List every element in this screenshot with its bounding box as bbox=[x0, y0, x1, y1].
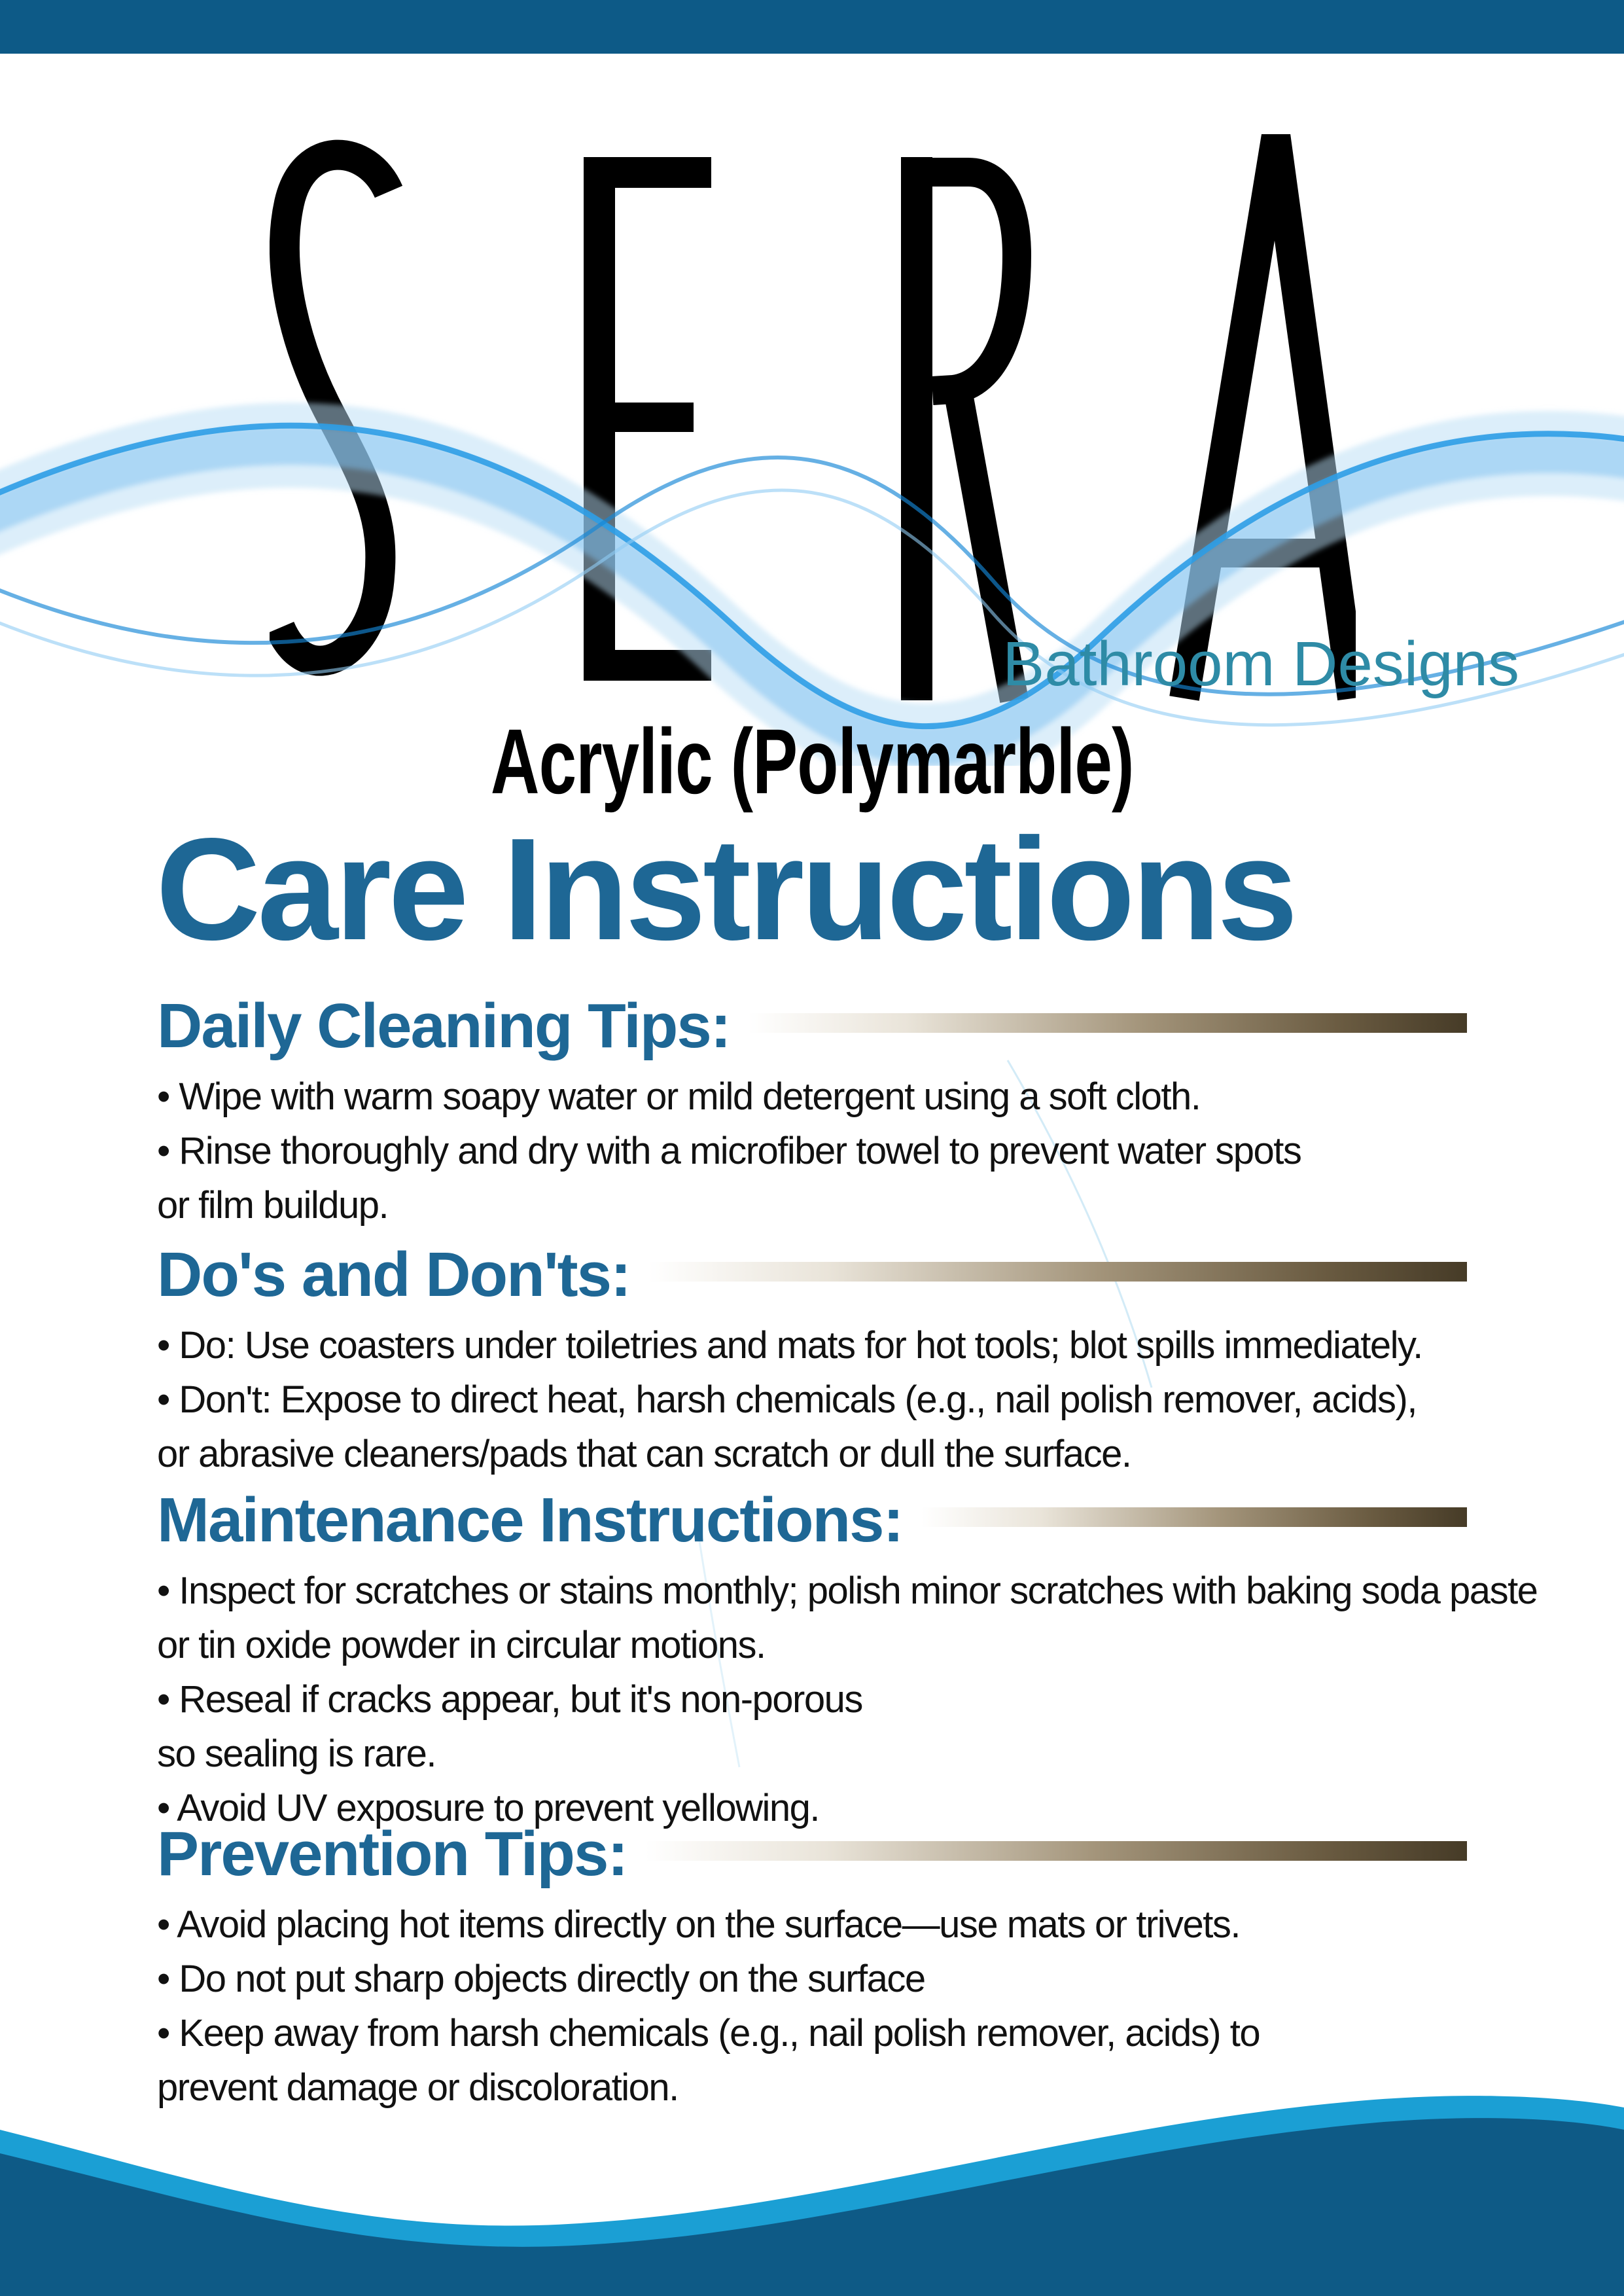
heading-rule bbox=[645, 1841, 1467, 1861]
tagline: Bathroom Designs bbox=[1002, 629, 1519, 699]
section-body bbox=[157, 1897, 1500, 2115]
section-dos-and-donts bbox=[157, 1240, 1500, 1481]
body-line: • Avoid UV exposure to prevent yellowing. bbox=[157, 1787, 820, 1829]
section-prevention-tips bbox=[157, 1820, 1500, 2115]
body-line: • Reseal if cracks appear, but it's non-porous bbox=[157, 1678, 862, 1721]
section-heading-row bbox=[157, 1820, 1500, 1888]
section-heading: Maintenance Instructions: bbox=[157, 1485, 903, 1555]
body-line: • Keep away from harsh chemicals (e.g., nail polish remover, acids) to bbox=[157, 2012, 1260, 2054]
body-line: prevent damage or discoloration. bbox=[157, 2066, 679, 2109]
body-line: so sealing is rare. bbox=[157, 1732, 436, 1775]
product-subtitle bbox=[0, 708, 1624, 814]
body-line: • Do not put sharp objects directly on the surface bbox=[157, 1958, 925, 2000]
heading-rule bbox=[648, 1262, 1467, 1282]
section-body bbox=[157, 1318, 1500, 1481]
section-heading-row bbox=[157, 992, 1500, 1060]
top-bar bbox=[0, 0, 1624, 54]
body-line: • Rinse thoroughly and dry with a microfiber towel to prevent water spots bbox=[157, 1130, 1301, 1172]
body-line: or tin oxide powder in circular motions. bbox=[157, 1624, 766, 1666]
body-line: • Don't: Expose to direct heat, harsh chemicals (e.g., nail polish remover, acids), bbox=[157, 1378, 1417, 1421]
section-heading: Daily Cleaning Tips: bbox=[157, 991, 730, 1061]
body-line: • Do: Use coasters under toiletries and mats for hot tools; blot spills immediately. bbox=[157, 1324, 1422, 1367]
section-heading-row bbox=[157, 1240, 1500, 1309]
body-line: or film buildup. bbox=[157, 1184, 389, 1227]
heading-rule bbox=[921, 1507, 1468, 1527]
body-line: • Inspect for scratches or stains monthly; polish minor scratches with baking soda paste bbox=[157, 1570, 1538, 1612]
body-line: • Wipe with warm soapy water or mild detergent using a soft cloth. bbox=[157, 1075, 1201, 1118]
body-line: • Avoid placing hot items directly on the surface—use mats or trivets. bbox=[157, 1903, 1241, 1946]
bottom-wave bbox=[0, 2092, 1624, 2296]
heading-rule bbox=[749, 1013, 1467, 1033]
section-body bbox=[157, 1069, 1500, 1232]
product-subtitle-text: Acrylic (Polymarble) bbox=[490, 709, 1134, 814]
section-body bbox=[157, 1564, 1538, 1835]
section-heading: Do's and Don'ts: bbox=[157, 1240, 630, 1310]
section-heading-row bbox=[157, 1486, 1500, 1554]
section-daily-cleaning-tips bbox=[157, 992, 1500, 1232]
page-title: Care Instructions bbox=[156, 808, 1295, 971]
section-heading: Prevention Tips: bbox=[157, 1819, 627, 1889]
body-line: or abrasive cleaners/pads that can scratch or dull the surface. bbox=[157, 1433, 1131, 1475]
section-maintenance-instructions bbox=[157, 1485, 1538, 1835]
